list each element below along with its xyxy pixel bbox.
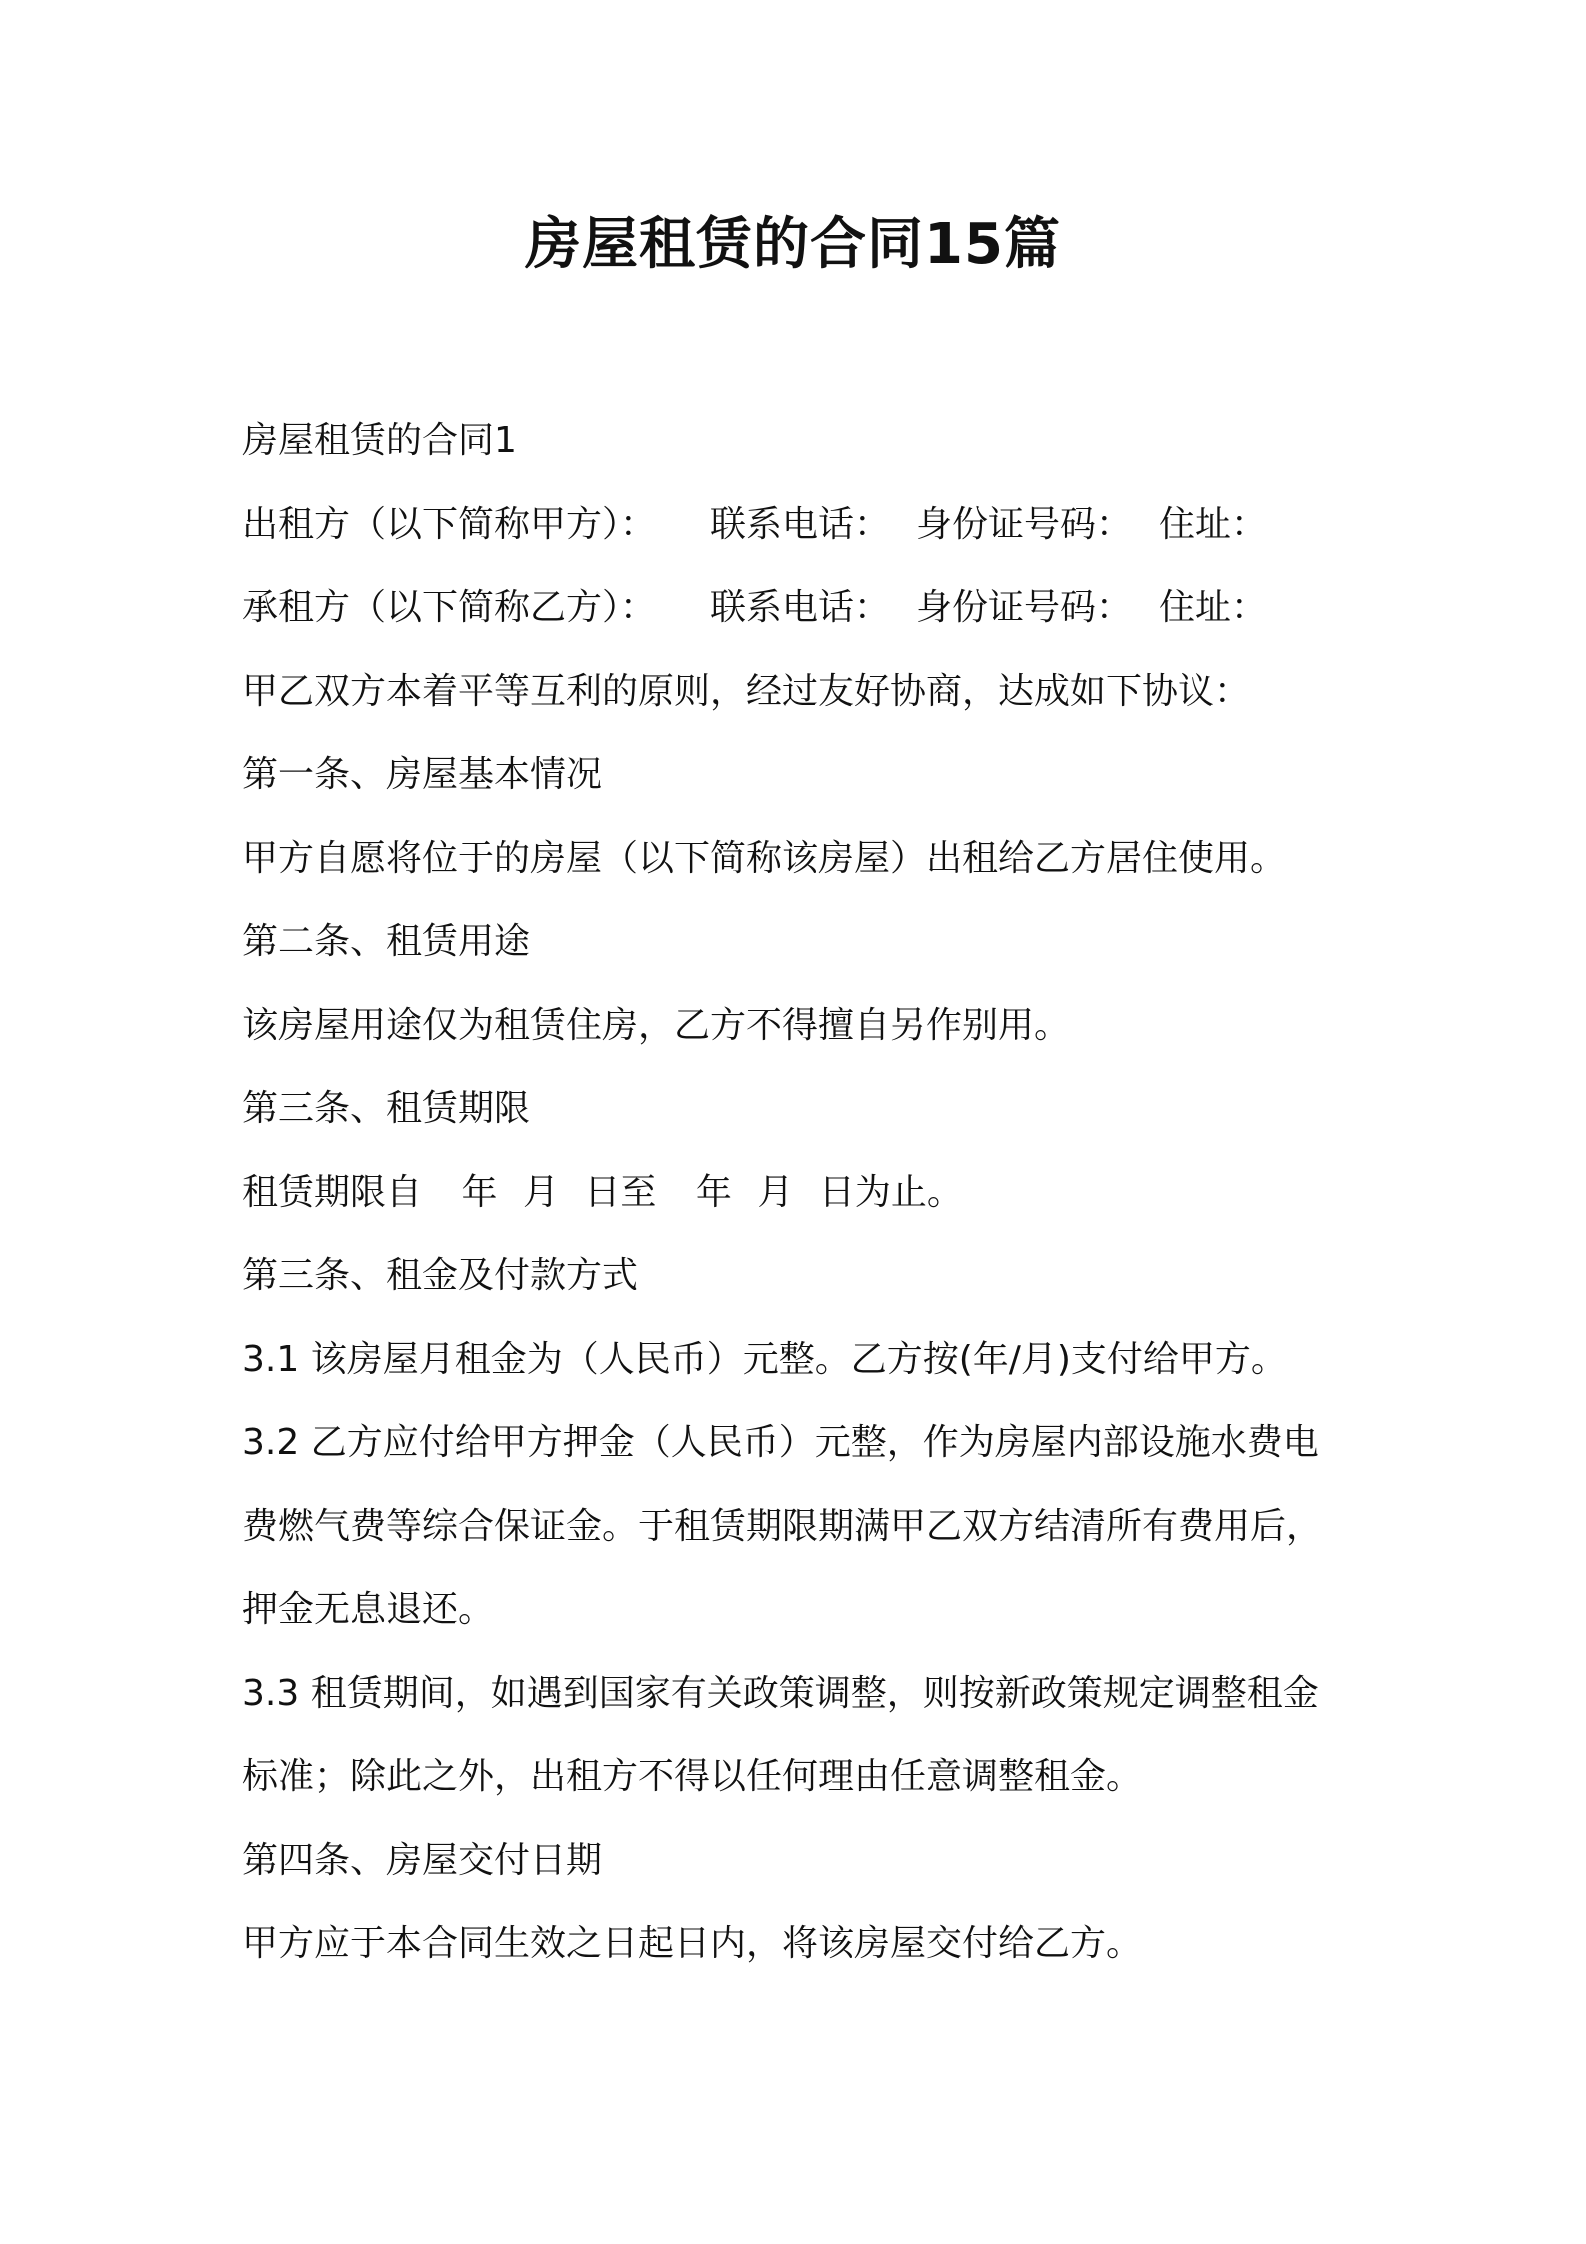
lessee-line <box>242 566 1362 650</box>
lessee-role: 承租方（以下简称乙方）： <box>242 587 657 628</box>
start-year-label: 年 <box>461 1171 498 1213</box>
article-2-heading: 第二条、租赁用途 <box>242 921 531 962</box>
lease-period-line <box>242 1151 1362 1235</box>
lessor-id-label: 身份证号码： <box>916 503 1133 545</box>
article-4-heading: 第四条、房屋交付日期 <box>242 1839 603 1881</box>
lessee-id-label: 身份证号码： <box>916 587 1133 628</box>
end-year-label: 年 <box>695 1171 732 1213</box>
lessor-line <box>242 483 1362 567</box>
article-3b-heading: 第三条、租金及付款方式 <box>242 1255 639 1296</box>
document-title: 房屋租赁的合同15篇 <box>525 212 1061 277</box>
contract-subtitle: 房屋租赁的合同1 <box>242 420 517 461</box>
lessee-phone-label: 联系电话： <box>710 587 891 628</box>
intro-paragraph: 甲乙双方本着平等互利的原则，经过友好协商，达成如下协议： <box>242 670 1251 712</box>
lessee-address-label: 住址： <box>1159 587 1268 628</box>
lessor-role: 出租方（以下简称甲方）： <box>242 503 657 545</box>
clause-3-2-line-3: 押金无息退还。 <box>242 1589 495 1630</box>
clause-3-2-line-2: 费燃气费等综合保证金。于租赁期限期满甲乙双方结清所有费用后， <box>242 1505 1323 1547</box>
clause-3-2-line-1: 3.2 乙方应付给甲方押金（人民币）元整，作为房屋内部设施水费电 <box>242 1422 1319 1463</box>
article-1-text: 甲方自愿将位于的房屋（以下简称该房屋）出租给乙方居住使用。 <box>242 837 1287 879</box>
lessor-phone-label: 联系电话： <box>710 503 891 545</box>
clause-3-3-line-2: 标准；除此之外，出租方不得以任何理由任意调整租金。 <box>242 1756 1143 1797</box>
document-body <box>242 399 1362 1986</box>
article-4-text: 甲方应于本合同生效之日起日内，将该房屋交付给乙方。 <box>242 1923 1143 1964</box>
article-1-heading: 第一条、房屋基本情况 <box>242 754 603 795</box>
end-day-label: 日为止。 <box>818 1171 963 1213</box>
end-month-label: 月 <box>757 1171 794 1213</box>
clause-3-3-line-1: 3.3 租赁期间，如遇到国家有关政策调整，则按新政策规定调整租金 <box>242 1672 1319 1714</box>
start-month-label: 月 <box>522 1171 559 1213</box>
lessor-address-label: 住址： <box>1159 503 1268 545</box>
article-3-heading: 第三条、租赁期限 <box>242 1088 531 1129</box>
clause-3-1: 3.1 该房屋月租金为（人民币）元整。乙方按(年/月)支付给甲方。 <box>242 1338 1287 1380</box>
article-2-text: 该房屋用途仅为租赁住房，乙方不得擅自另作别用。 <box>242 1004 1071 1046</box>
start-day-to-label: 日至 <box>584 1171 657 1213</box>
lease-period-start-label: 租赁期限自 <box>242 1171 423 1213</box>
